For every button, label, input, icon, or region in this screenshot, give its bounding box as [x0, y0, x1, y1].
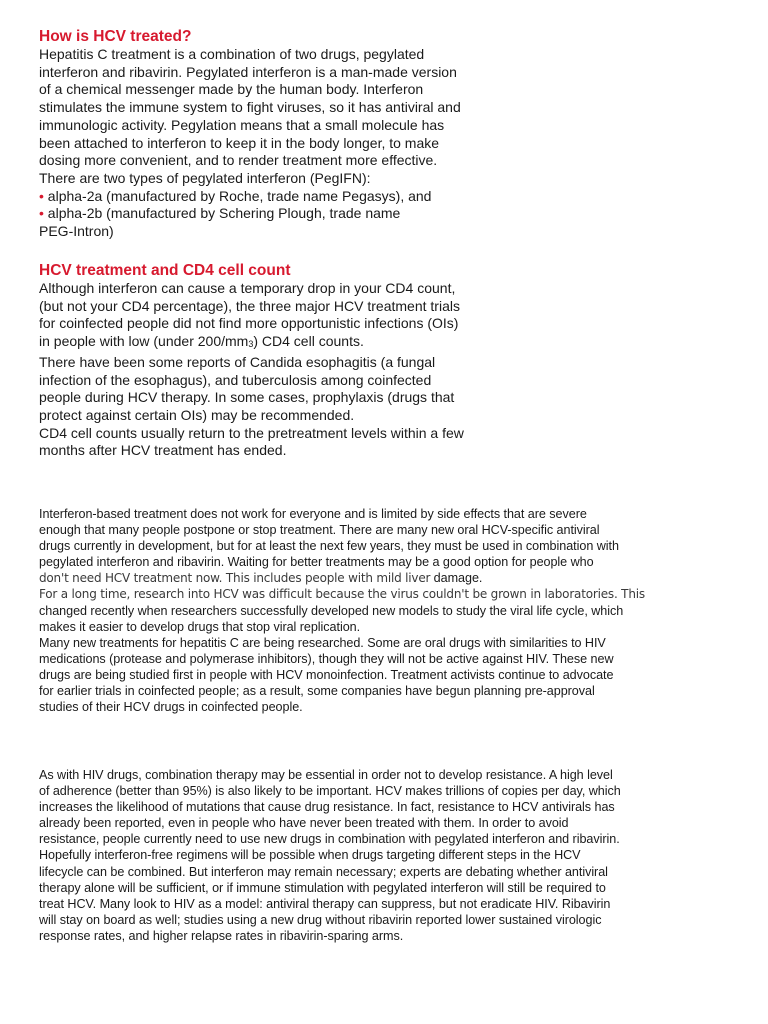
body-line: (but not your CD4 percentage), the three major HCV treatment trials	[39, 297, 460, 314]
bullet-icon: •	[39, 205, 44, 222]
body-line: interferon and ribavirin. Pegylated interferon is a man-made version	[39, 63, 457, 80]
body-line: Although interferon can cause a temporary drop in your CD4 count,	[39, 280, 456, 296]
body-line: for coinfected people did not find more opportunistic infections (OIs)	[39, 315, 459, 332]
body-line: changed recently when researchers successfully developed new models to study the viral life cycle, which	[39, 603, 624, 618]
body-line: makes it easier to develop drugs that stop viral replication.	[39, 619, 361, 634]
body-line: Many new treatments for hepatitis C are being researched. Some are oral drugs with similarities to HIV	[39, 635, 606, 650]
body-line: Interferon-based treatment does not work for everyone and is limited by side effects that are severe	[39, 507, 587, 521]
body-line: lifecycle can be combined. But interferon may remain necessary; experts are debating whether antiviral	[39, 864, 608, 879]
body-line: treat HCV. Many look to HIV as a model: antiviral therapy can suppress, but not eradicate HIV. Ribavirin	[39, 896, 611, 911]
body-line: immunologic activity. Pegylation means that a small molecule has	[39, 116, 445, 133]
body-line: of adherence (better than 95%) is also likely to be important. HCV makes trillions of copies per day, which	[39, 784, 621, 799]
body-line: dosing more convenient, and to render treatment more effective.	[39, 152, 438, 169]
section-cd4	[39, 261, 509, 460]
body-line: of a chemical messenger made by the human body. Interferon	[39, 81, 424, 98]
text-part: ) CD4 cell counts.	[253, 333, 364, 350]
body-line: enough that many people postpone or stop treatment. There are many new oral HCV-specific antiviral	[39, 523, 600, 538]
body-line	[39, 570, 729, 586]
body-line	[39, 333, 509, 354]
body-line: for earlier trials in coinfected people; as a result, some companies have begun planning pre-approval	[39, 684, 595, 699]
body-line: been attached to interferon to keep it in the body longer, to make	[39, 134, 440, 151]
text-part: don't need HCV treatment now. This includes people with mild liver	[39, 571, 431, 586]
bullet-text: alpha-2a (manufactured by Roche, trade name Pegasys), and	[43, 187, 432, 204]
body-line: studies of their HCV drugs in coinfected people.	[39, 700, 303, 715]
body-line: protect against certain OIs) may be recommended.	[39, 406, 355, 423]
body-line: drugs currently in development, but for at least the next few years, they must be used in combination with	[39, 539, 619, 554]
body-line: medications (protease and polymerase inhibitors), though they will not be active against HIV. These new	[39, 651, 614, 666]
body-line: pegylated interferon and ribavirin. Waiting for better treatments may be a good option for people who	[39, 555, 594, 570]
body-line: infection of the esophagus), and tuberculosis among coinfected	[39, 371, 432, 388]
body-line: As with HIV drugs, combination therapy may be essential in order not to develop resistance. A high level	[39, 768, 613, 782]
bullet-text: alpha-2b (manufactured by Schering Plough, trade name	[43, 205, 401, 222]
body-line: people during HCV therapy. In some cases, prophylaxis (drugs that	[39, 389, 455, 406]
text-part: damage.	[430, 571, 483, 586]
body-line: resistance, people currently need to use new drugs in combination with pegylated interferon and ribavirin.	[39, 832, 620, 847]
body-line: increases the likelihood of mutations that cause drug resistance. In fact, resistance to HCV antivirals has	[39, 800, 615, 815]
body-line: stimulates the immune system to fight viruses, so it has antiviral and	[39, 99, 461, 116]
section-new-drugs	[39, 506, 729, 715]
body-line: CD4 cell counts usually return to the pretreatment levels within a few	[39, 424, 464, 441]
body-line: therapy alone will be sufficient, or if immune stimulation with pegylated interferon will still be required to	[39, 880, 606, 895]
heading-how-treated: How is HCV treated?	[39, 28, 192, 45]
body-line: response rates, and higher relapse rates in ribavirin-sparing arms.	[39, 928, 404, 943]
body-line	[39, 586, 729, 602]
text-part: For a long time, research into HCV was difficult because the virus couldn't be grown in laboratories. This	[39, 587, 645, 602]
body-line: There have been some reports of Candida esophagitis (a fungal	[39, 353, 436, 370]
heading-cd4: HCV treatment and CD4 cell count	[39, 262, 291, 279]
body-line: already been reported, even in people who have never been treated with them. In order to avoid	[39, 816, 569, 831]
bullet-item	[39, 205, 509, 223]
body-line: Hepatitis C treatment is a combination of two drugs, pegylated	[39, 46, 425, 62]
section-resistance	[39, 767, 729, 944]
bullet-icon: •	[39, 187, 44, 204]
section-how-treated	[39, 27, 509, 241]
body-line: will stay on board as well; studies using a new drug without ribavirin reported lower sustained virologic	[39, 912, 602, 927]
body-line: There are two types of pegylated interferon (PegIFN):	[39, 169, 371, 186]
body-line: months after HCV treatment has ended.	[39, 442, 287, 459]
body-line: PEG-Intron)	[39, 223, 114, 240]
body-line: drugs are being studied first in people with HCV monoinfection. Treatment activists continue to advocate	[39, 667, 614, 682]
body-line: Hopefully interferon-free regimens will be possible when drugs targeting different steps in the HCV	[39, 848, 581, 863]
text-part: in people with low (under 200/mm	[39, 333, 249, 350]
bullet-item	[39, 188, 509, 206]
superscript: 3	[248, 339, 254, 350]
